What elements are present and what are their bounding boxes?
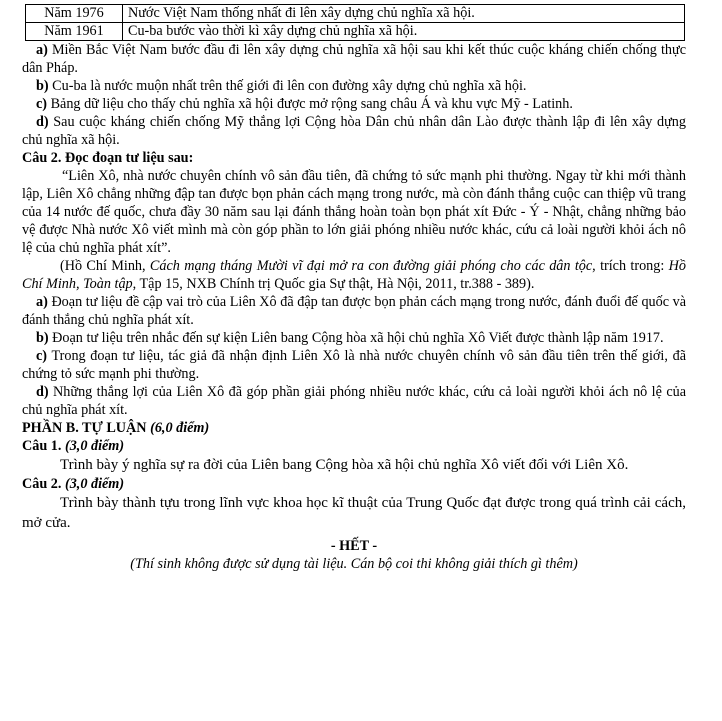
citation-suffix: , Tập 15, NXB Chính trị Quốc gia Sự thật, Hà Nội, 2011, tr.388 - 389). xyxy=(132,276,535,292)
event-year: Năm 1976 xyxy=(26,5,123,23)
event-year: Năm 1961 xyxy=(26,23,123,41)
option-text: Bảng dữ liệu cho thấy chủ nghĩa xã hội được mở rộng sang châu Á và khu vực Mỹ - Latinh. xyxy=(50,96,573,112)
essay-q1-points: (3,0 điểm) xyxy=(64,438,125,454)
q2-option-c xyxy=(22,347,686,383)
q2-quote: “Liên Xô, nhà nước chuyên chính vô sản đầu tiên, đã chứng tỏ sức mạnh phi thường. Ngay từ khi mới thành lập, Liên Xô chẳng những đập tan được bọn phản cách mạng trong nước, mà còn đánh thắng cuộc can thiệp vũ trang của 14 nước đế quốc, chưa đầy 30 năm sau lại đánh thắng hoàn toàn bọn phát xít Đức - Ý - Nhật, chẳng những bảo vệ được Nhà nước Xô viết mình mà còn góp phần to lớn giải phóng nhiều nước khác, cứu cả loài người khỏi ách nô lệ của chủ nghĩa phát xít”. xyxy=(22,168,686,256)
option-label: b) xyxy=(36,78,49,94)
q1-option-c xyxy=(22,95,686,113)
event-text: Cu-ba bước vào thời kì xây dựng chủ nghĩa xã hội. xyxy=(123,23,685,41)
option-label: a) xyxy=(36,42,48,58)
option-text: Cu-ba là nước muộn nhất trên thế giới đi lên con đường xây dựng chủ nghĩa xã hội. xyxy=(52,78,527,94)
option-label: d) xyxy=(36,384,49,400)
q2-title: Câu 2. Đọc đoạn tư liệu sau: xyxy=(22,150,194,166)
part-b-heading xyxy=(22,419,686,437)
essay-q2-text: Trình bày thành tựu trong lĩnh vực khoa học kĩ thuật của Trung Quốc đạt được trong quá trình cải cách, mở cửa. xyxy=(22,495,686,531)
option-text: Trong đoạn tư liệu, tác giả đã nhận định Liên Xô là nhà nước chuyên chính vô sản đầu tiên trên thế giới, đã chứng tỏ sức mạnh phi thường. xyxy=(22,348,686,382)
q2-option-a xyxy=(22,293,686,329)
citation-book: Hồ Chí Minh, Toàn tập xyxy=(22,258,686,292)
essay-q1-heading xyxy=(22,437,686,455)
essay-q2-points: (3,0 điểm) xyxy=(64,476,125,492)
essay-q1-label: Câu 1. xyxy=(22,438,65,454)
table-row xyxy=(26,23,685,41)
essay-q1-text: Trình bày ý nghĩa sự ra đời của Liên bang Cộng hòa xã hội chủ nghĩa Xô viết đối với Liên Xô. xyxy=(60,457,629,473)
q2-option-b xyxy=(22,329,686,347)
option-text: Đoạn tư liệu trên nhắc đến sự kiện Liên bang Cộng hòa xã hội chủ nghĩa Xô Viết được thành lập năm 1917. xyxy=(52,330,664,346)
option-text: Miền Bắc Việt Nam bước đầu đi lên xây dựng chủ nghĩa xã hội sau khi kết thúc cuộc kháng chiến chống thực dân Pháp. xyxy=(22,42,687,76)
events-table xyxy=(25,4,685,41)
q1-option-b xyxy=(22,77,686,95)
q2-option-d xyxy=(22,383,686,419)
option-label: b) xyxy=(36,330,49,346)
footer-note: (Thí sinh không được sử dụng tài liệu. Cán bộ coi thi không giải thích gì thêm) xyxy=(130,556,578,572)
exam-page xyxy=(22,4,686,573)
option-text: Những thắng lợi của Liên Xô đã góp phần giải phóng nhiều nước khác, cứu cả loài người khỏi ách nô lệ của chủ nghĩa phát xít. xyxy=(22,384,687,418)
event-text: Nước Việt Nam thống nhất đi lên xây dựng chủ nghĩa xã hội. xyxy=(123,5,685,23)
q1-option-a xyxy=(22,41,686,77)
citation-title: Cách mạng tháng Mười vĩ đại mở ra con đường giải phóng cho các dân tộc xyxy=(149,258,593,274)
table-row xyxy=(26,5,685,23)
option-label: d) xyxy=(36,114,49,130)
citation-mid: , trích trong: xyxy=(592,258,669,274)
q2-citation xyxy=(22,257,686,293)
option-label: c) xyxy=(36,96,48,112)
q1-option-d xyxy=(22,113,686,149)
option-label: c) xyxy=(36,348,48,364)
option-text: Đoạn tư liệu đề cập vai trò của Liên Xô đã đập tan được bọn phản cách mạng trong nước, đánh đuổi đế quốc và đánh thắng chủ nghĩa phát xít. xyxy=(22,294,687,328)
essay-q2-heading xyxy=(22,475,686,493)
end-marker: - HẾT - xyxy=(330,538,378,554)
essay-q2-label: Câu 2. xyxy=(22,476,65,492)
option-label: a) xyxy=(36,294,48,310)
option-text: Sau cuộc kháng chiến chống Mỹ thắng lợi Cộng hòa Dân chủ nhân dân Lào được thành lập đi lên xây dựng chủ nghĩa xã hội. xyxy=(22,114,686,148)
part-b-title: PHẦN B. TỰ LUẬN xyxy=(22,420,151,436)
citation-prefix: (Hồ Chí Minh, xyxy=(60,258,150,274)
part-b-points: (6,0 điểm) xyxy=(150,420,210,436)
